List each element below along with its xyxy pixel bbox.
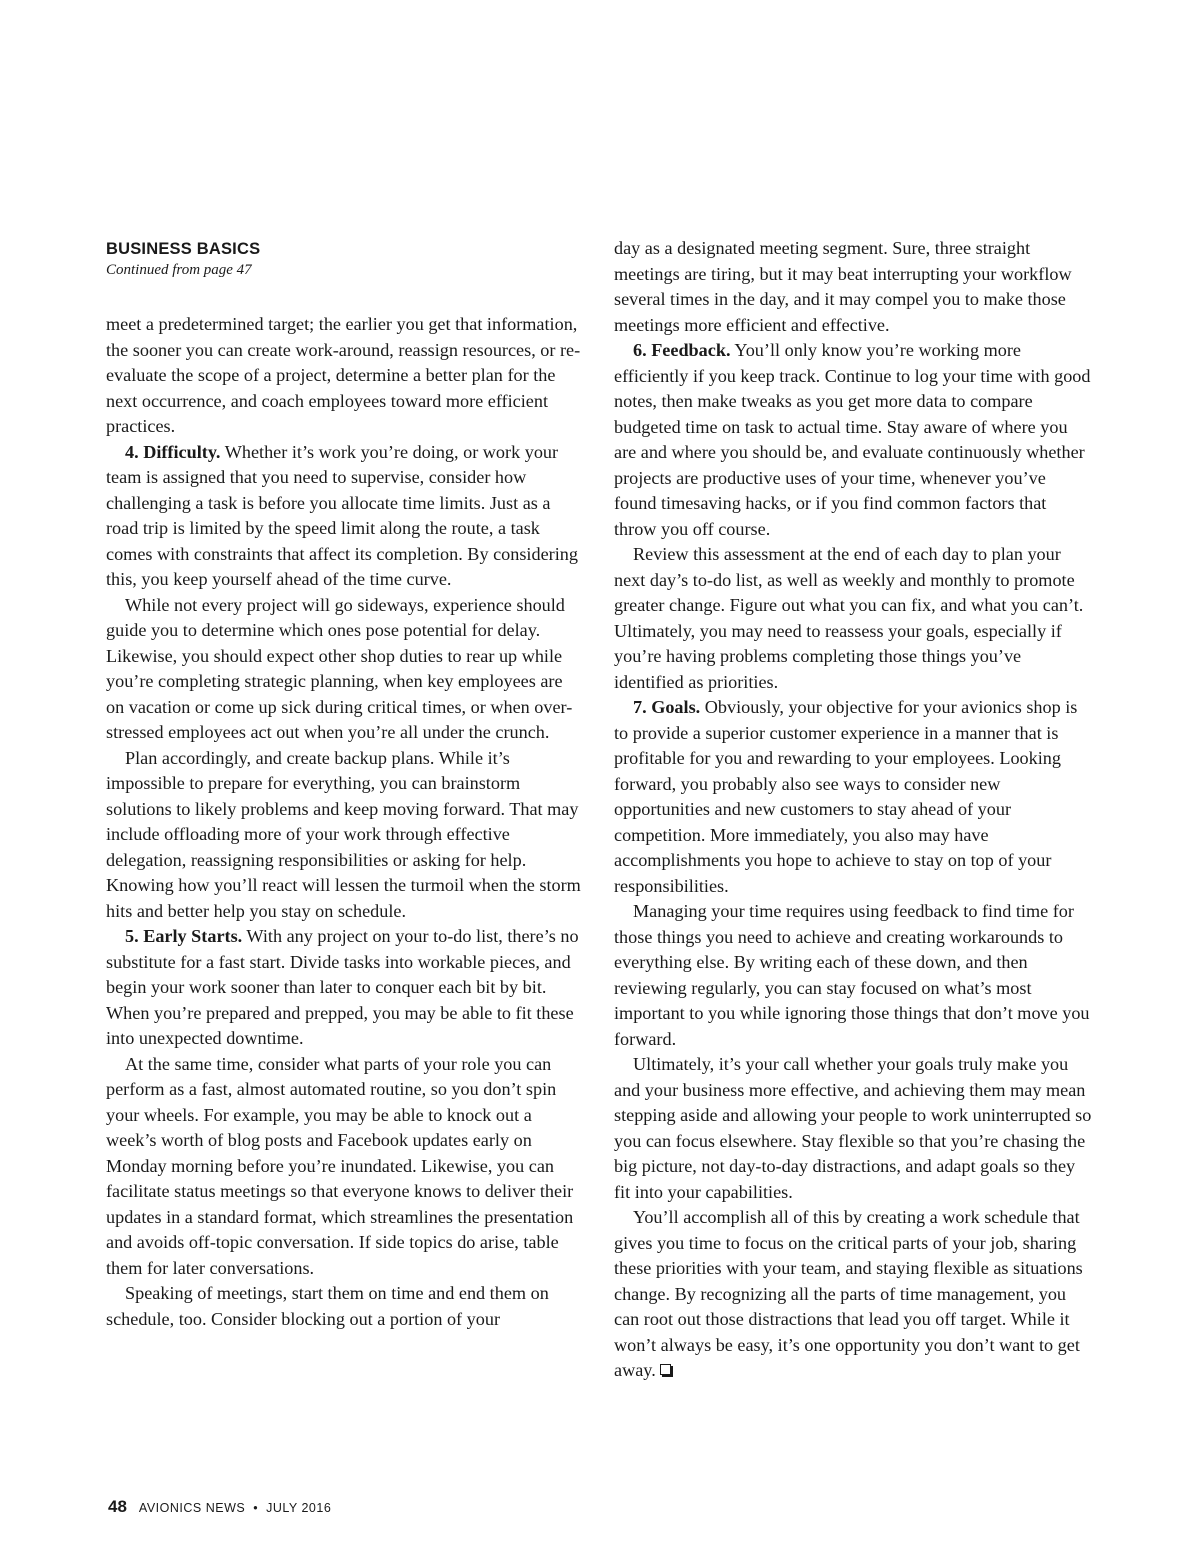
end-mark-icon [660,1364,671,1375]
left-body [106,312,584,1332]
paragraph: Review this assessment at the end of each day to plan your next day’s to-do list, as well as weekly and monthly to promote greater change. Figure out what you can fix, and what you can’t. Ultimately, you may need to reassess your goals, especially if you’re having problems completing those things you’ve identified as priorities. [614,544,1084,692]
continued-note: Continued from page 47 [106,262,252,278]
subhead: 7. Goals. [633,697,701,717]
paragraph: meet a predetermined target; the earlier you get that information, the sooner you can create work-around, reassign resources, or re-evaluate the scope of a project, determine a better plan for the next occurrence, and coach employees toward more efficient practices. [106,314,581,436]
publication-name: AVIONICS NEWS [138,1501,246,1515]
paragraph: Speaking of meetings, start them on time and end them on schedule, too. Consider blocking out a portion of your [106,1283,549,1329]
subhead: 5. Early Starts. [125,926,243,946]
issue-date: JULY 2016 [266,1501,332,1515]
paragraph: day as a designated meeting segment. Sure, three straight meetings are tiring, but it may beat interrupting your workflow several times in the day, and it may compel you to make those meetings more efficient and effective. [614,238,1072,335]
left-column [106,236,584,1332]
paragraph: At the same time, consider what parts of your role you can perform as a fast, almost automated routine, so you don’t spin your wheels. For example, you may be able to knock out a week’s worth of blog posts and Facebook updates early on Monday morning before you’re inundated. Likewise, you can facilitate status meetings so that everyone knows to deliver their updates in a standard format, which streamlines the presentation and avoids off-topic conversation. If side topics do arise, table them for later conversations. [106,1053,574,1278]
paragraph: 6. Feedback. You’ll only know you’re working more efficiently if you keep track. Continue to log your time with good notes, then make tweaks as you get more data to compare budgeted time on task to actual time. Stay aware of where you are and where you should be, and evaluate continuously whether projects are productive uses of your time, whenever you’ve found timesaving hacks, or if you find common factors that throw you off course. [614,340,1091,539]
paragraph: Ultimately, it’s your call whether your goals truly make you and your business more effective, and achieving them may mean stepping aside and allowing your people to work uninterrupted so you can focus elsewhere. Stay flexible so that you’re chasing the big picture, not day-to-day distractions, and adapt goals so they fit into your capabilities. [614,1054,1092,1202]
page-footer [108,1497,331,1517]
paragraph: While not every project will go sideways, experience should guide you to determine which ones pose potential for delay. Likewise, you should expect other shop duties to rear up while you’re completing strategic planning, when key employees are on vacation or come up sick during critical times, or when over-stressed employees act out when you’re all under the crunch. [106,594,573,742]
page-number: 48 [108,1497,127,1516]
section-label: BUSINESS BASICS [106,240,261,258]
paragraph: 5. Early Starts. With any project on your to-do list, there’s no substitute for a fast start. Divide tasks into workable pieces, and begin your work sooner than later to conquer each bit by bit. When you’re prepared and prepped, you may be able to fit these into unexpected downtime. [106,926,579,1048]
footer-separator: • [253,1501,259,1515]
paragraph: 4. Difficulty. Whether it’s work you’re doing, or work your team is assigned that you need to supervise, consider how challenging a task is before you allocate time limits. Just as a road trip is limited by the speed limit along the route, a task comes with constraints that affect its completion. By considering this, you keep yourself ahead of the time curve. [106,441,578,589]
subhead: 4. Difficulty. [125,441,221,462]
paragraph: Managing your time requires using feedback to find time for those things you need to achieve and creating workarounds to everything else. By writing each of these down, and then reviewing regularly, you can stay focused on what’s most important to you while ignoring those things that don’t move you forward. [614,901,1090,1049]
right-column [614,236,1092,1384]
paragraph: 7. Goals. Obviously, your objective for your avionics shop is to provide a superior customer experience in a manner that is profitable for you and rewarding to your employees. Looking forward, you probably also see ways to consider new opportunities and new customers to stay ahead of your competition. More immediately, you also may have accomplishments you hope to achieve to stay on top of your responsibilities. [614,697,1078,896]
subhead: 6. Feedback. [633,340,731,360]
paragraph: You’ll accomplish all of this by creating a work schedule that gives you time to focus on the critical parts of your job, sharing these priorities with your team, and staying flexible as situations change. By recognizing all the parts of time management, you can root out those distractions that lead you off target. While it won’t always be easy, it’s one opportunity you don’t want to get away. [614,1207,1083,1380]
paragraph: Plan accordingly, and create backup plans. While it’s impossible to prepare for everything, you can brainstorm solutions to likely problems and keep moving forward. That may include offloading more of your work through effective delegation, reassigning responsibilities or asking for help. Knowing how you’ll react will lessen the turmoil when the storm hits and better help you stay on schedule. [106,747,581,921]
